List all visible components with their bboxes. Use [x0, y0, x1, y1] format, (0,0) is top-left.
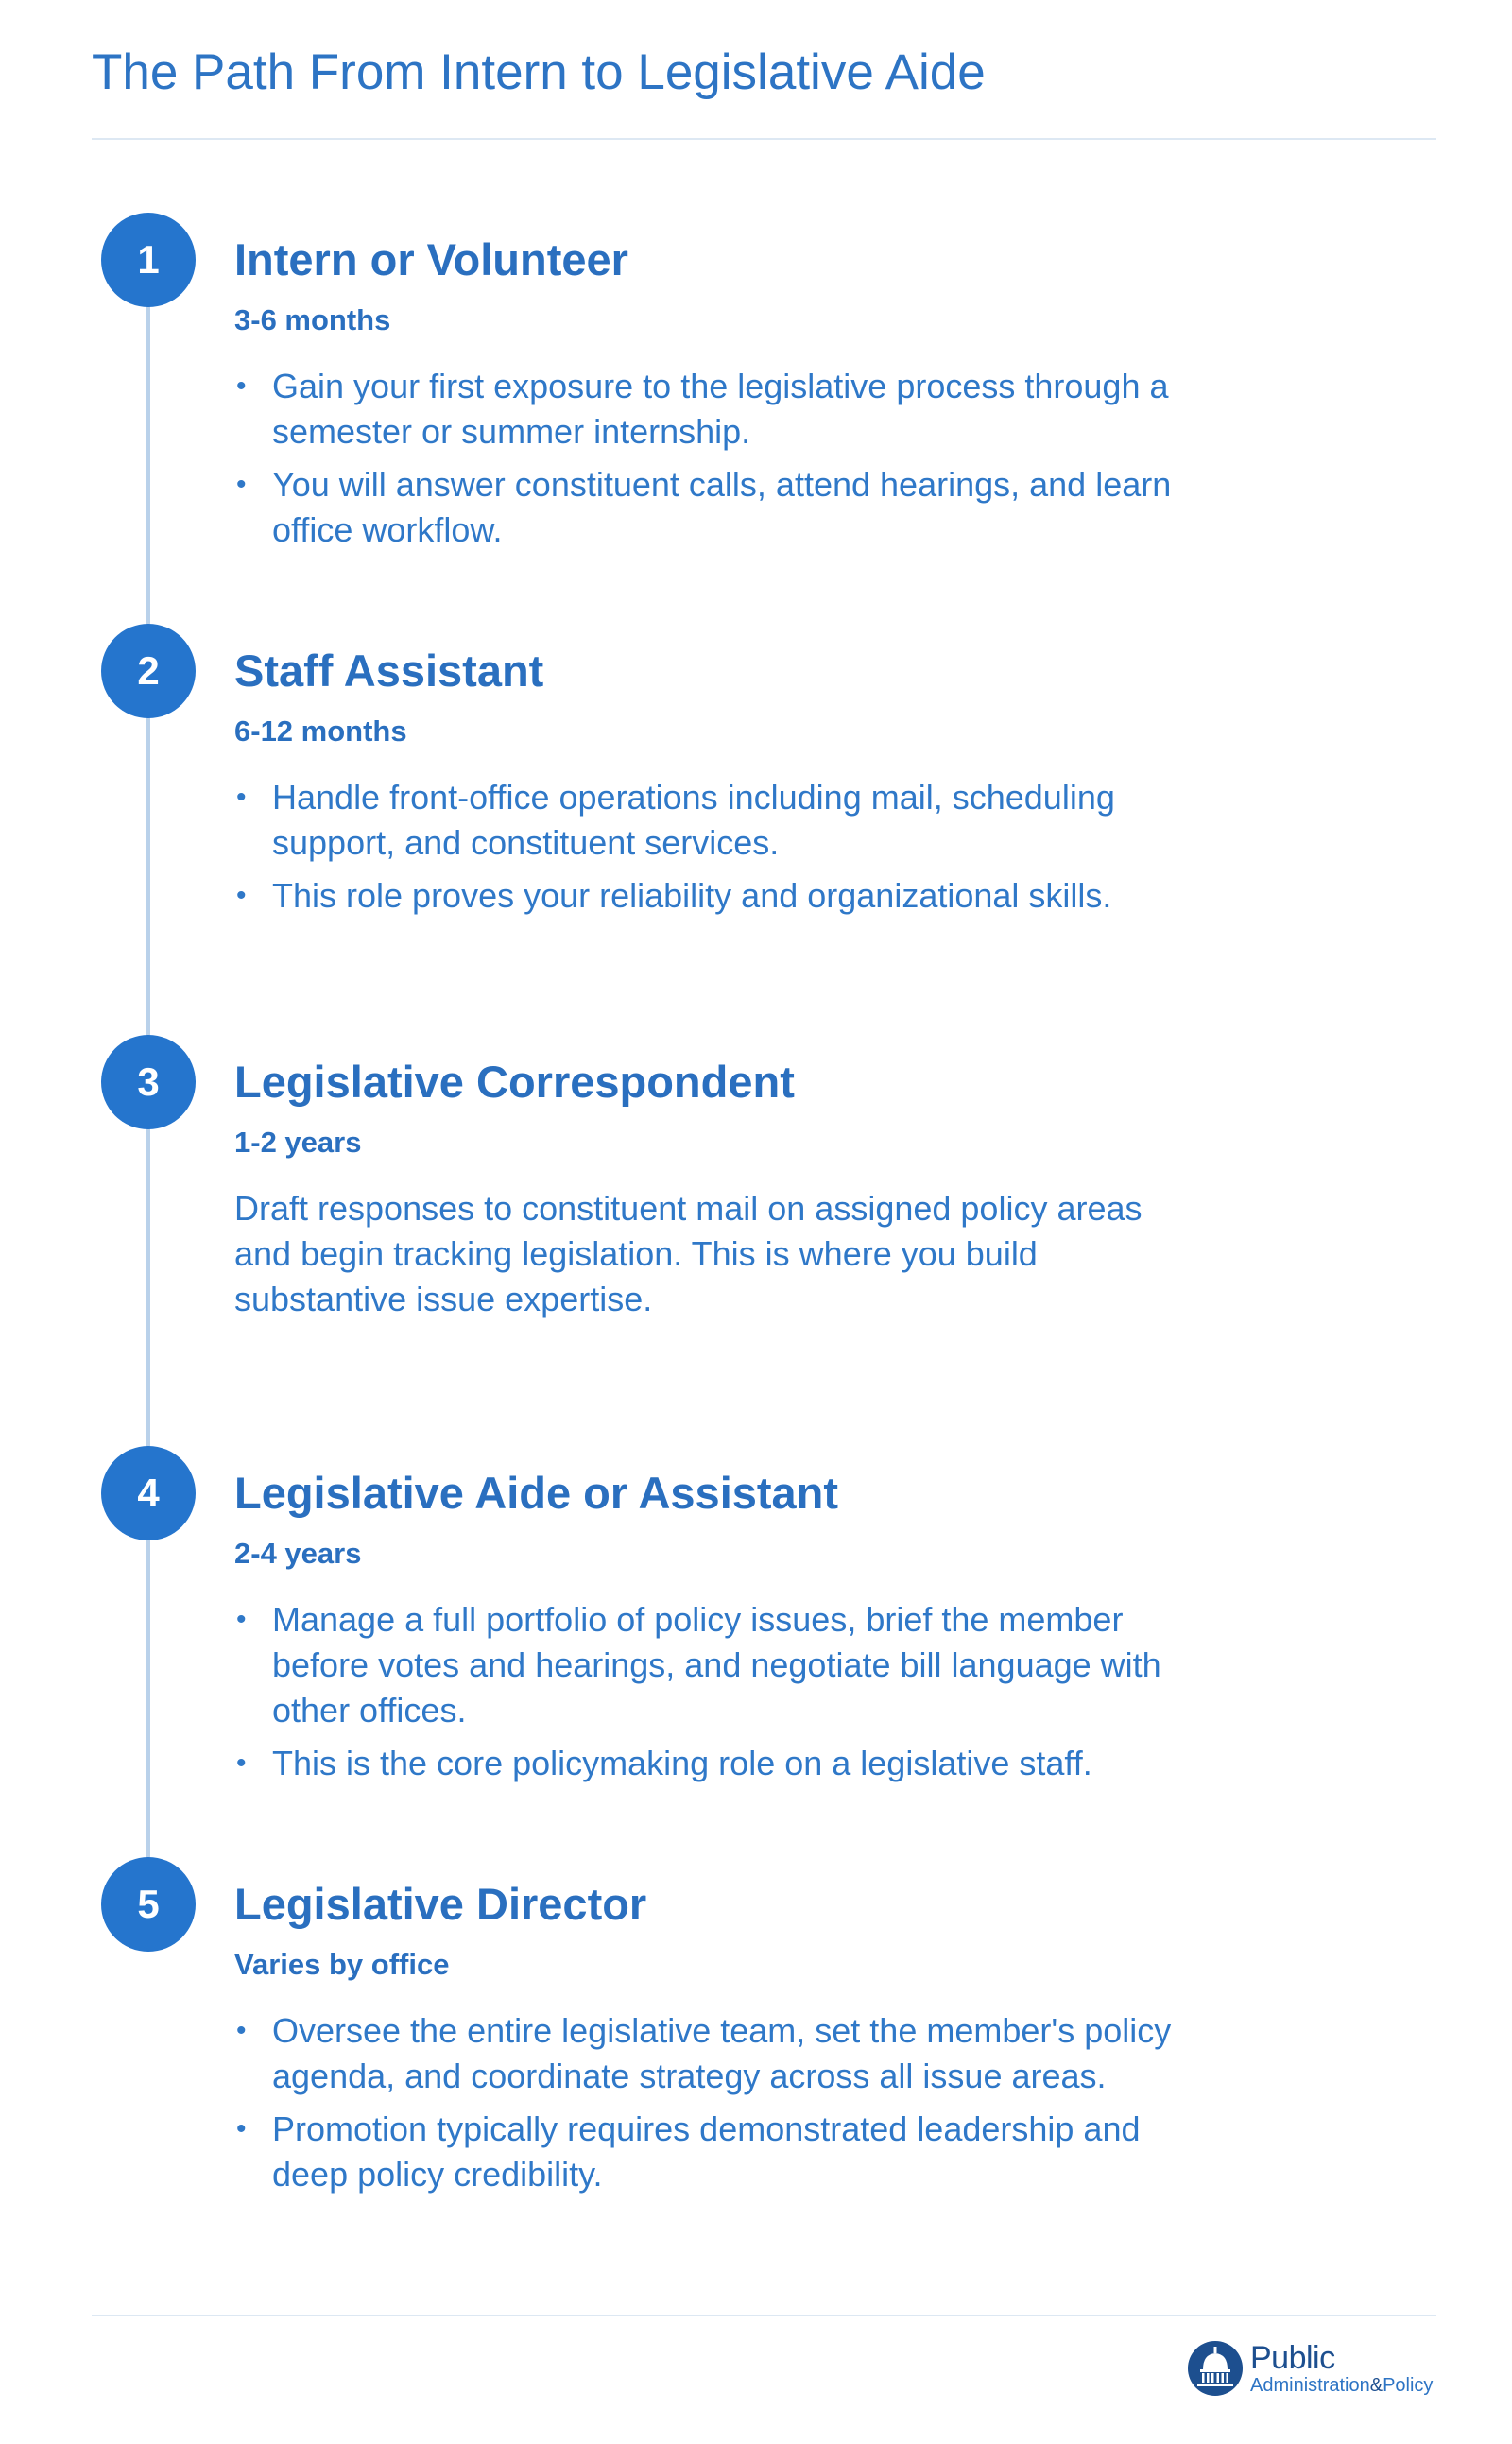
logo-subtitle: Administration&Policy	[1250, 2375, 1434, 2396]
bullet-item: • Oversee the entire legislative team, set the member's policy agenda, and coordinate strategy across all issue areas.	[234, 2008, 1179, 2099]
bullet-item: • This role proves your reliability and organizational skills.	[234, 873, 1179, 919]
step-number-badge: 1	[101, 213, 196, 307]
bullet-item: • Handle front-office operations including mail, scheduling support, and constituent services.	[234, 775, 1179, 866]
step-title: Legislative Correspondent	[234, 1057, 795, 1107]
step-duration: 2-4 years	[234, 1537, 362, 1570]
bottom-divider	[92, 2315, 1436, 2316]
step-description: Draft responses to constituent mail on assigned policy areas and begin tracking legislation. This is where you build substantive issue expertise.	[234, 1189, 1143, 1318]
step-title: Intern or Volunteer	[234, 234, 628, 284]
bullet-item: • Promotion typically requires demonstrated leadership and deep policy credibility.	[234, 2107, 1179, 2197]
step-title: Legislative Aide or Assistant	[234, 1468, 839, 1518]
bullet-item: • Gain your first exposure to the legislative process through a semester or summer internship.	[234, 364, 1179, 455]
publisher-logo	[1186, 2339, 1433, 2398]
step-number-badge: 5	[101, 1857, 196, 1952]
step-number-badge: 4	[101, 1446, 196, 1540]
capitol-dome-icon	[1186, 2339, 1245, 2398]
step-bullet-list	[234, 775, 1179, 926]
logo-wordmark: Public	[1250, 2340, 1335, 2376]
step-bullet-list	[234, 2008, 1179, 2205]
bullet-item: • This is the core policymaking role on a legislative staff.	[234, 1741, 1179, 1786]
page-title: The Path From Intern to Legislative Aide	[92, 44, 986, 100]
bullet-dot-icon: •	[236, 370, 247, 402]
step-number-badge: 3	[101, 1035, 196, 1129]
bullet-dot-icon: •	[236, 1604, 247, 1635]
bullet-dot-icon: •	[236, 2113, 247, 2144]
step-duration: Varies by office	[234, 1948, 450, 1981]
bullet-dot-icon: •	[236, 2015, 247, 2046]
step-bullet-list	[234, 1597, 1179, 1794]
bullet-item: • Manage a full portfolio of policy issues, brief the member before votes and hearings, and negotiate bill language with other offices.	[234, 1597, 1179, 1733]
step-duration: 6-12 months	[234, 714, 407, 748]
bullet-dot-icon: •	[236, 1747, 247, 1779]
step-number-badge: 2	[101, 624, 196, 718]
top-divider	[92, 138, 1436, 140]
step-title: Legislative Director	[234, 1879, 647, 1929]
step-duration: 1-2 years	[234, 1126, 362, 1159]
bullet-item: • You will answer constituent calls, attend hearings, and learn office workflow.	[234, 462, 1179, 553]
bullet-dot-icon: •	[236, 782, 247, 813]
bullet-dot-icon: •	[236, 880, 247, 911]
bullet-dot-icon: •	[236, 469, 247, 500]
step-bullet-list	[234, 364, 1179, 560]
step-duration: 3-6 months	[234, 303, 391, 336]
step-title: Staff Assistant	[234, 645, 544, 696]
